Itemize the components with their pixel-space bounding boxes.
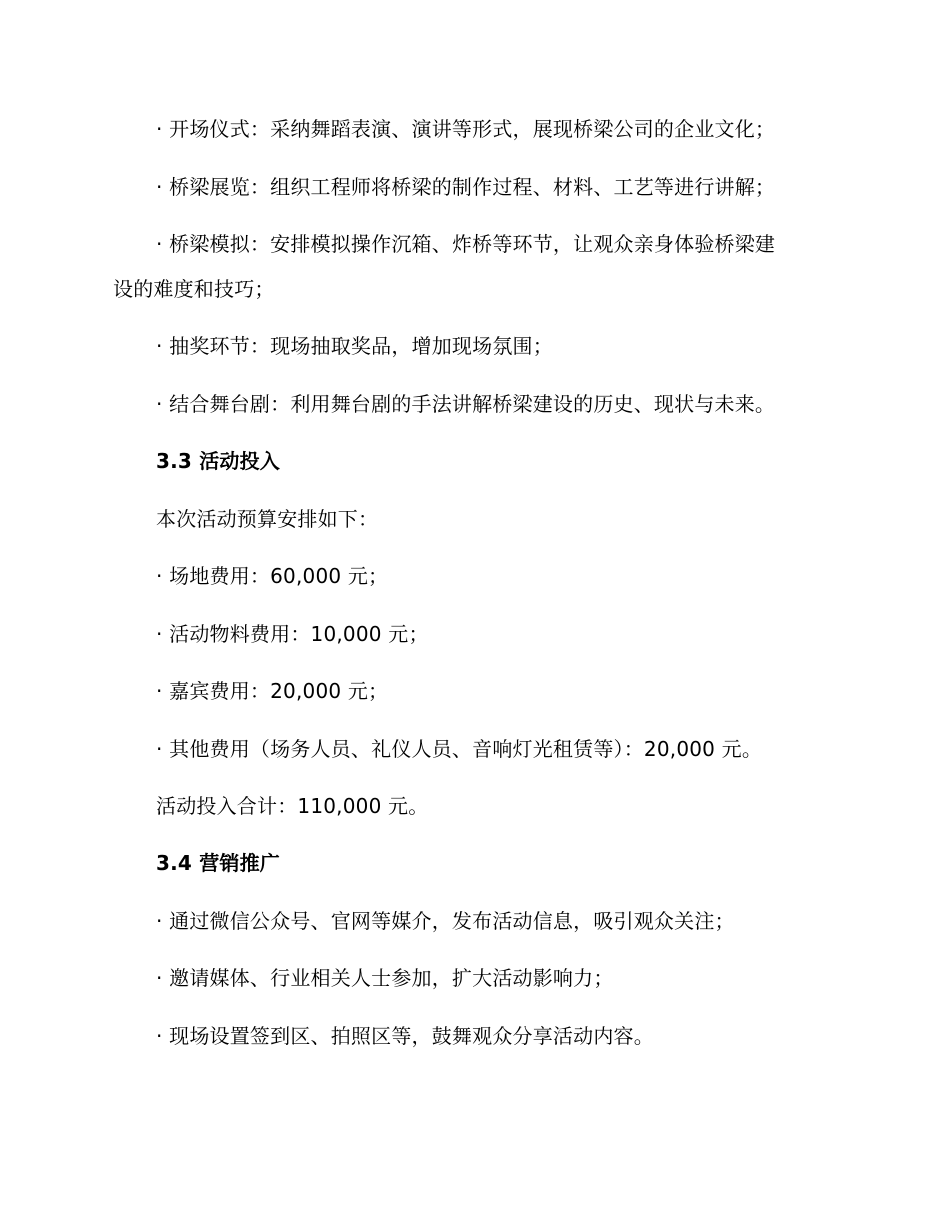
bullet-lottery: · 抽奖环节：现场抽取奖品，增加现场氛围； [156, 334, 553, 358]
budget-total: 活动投入合计：110,000 元。 [156, 794, 429, 818]
bullet-stage-play: · 结合舞台剧：利用舞台剧的手法讲解桥梁建设的历史、现状与未来。 [156, 392, 776, 416]
budget-item-other: · 其他费用（场务人员、礼仪人员、音响灯光租赁等）：20,000 元。 [156, 737, 763, 761]
bullet-bridge-simulation-cont: 设的难度和技巧； [113, 277, 275, 301]
bullet-opening-ceremony: · 开场仪式：采纳舞蹈表演、演讲等形式，展现桥梁公司的企业文化； [156, 117, 776, 141]
bullet-bridge-simulation: · 桥梁模拟：安排模拟操作沉箱、炸桥等环节，让观众亲身体验桥梁建 [156, 232, 776, 256]
section-heading-3-3: 3.3 活动投入 [156, 449, 280, 473]
bullet-onsite-areas: · 现场设置签到区、拍照区等，鼓舞观众分享活动内容。 [156, 1024, 654, 1048]
section-heading-3-4: 3.4 营销推广 [156, 851, 280, 875]
budget-item-materials: · 活动物料费用：10,000 元； [156, 622, 429, 646]
bullet-wechat-promotion: · 通过微信公众号、官网等媒介，发布活动信息，吸引观众关注； [156, 909, 735, 933]
budget-intro: 本次活动预算安排如下： [156, 507, 379, 531]
budget-item-venue: · 场地费用：60,000 元； [156, 564, 389, 588]
budget-item-guests: · 嘉宾费用：20,000 元； [156, 679, 389, 703]
bullet-invite-media: · 邀请媒体、行业相关人士参加，扩大活动影响力； [156, 966, 614, 990]
bullet-bridge-exhibition: · 桥梁展览：组织工程师将桥梁的制作过程、材料、工艺等进行讲解； [156, 175, 776, 199]
